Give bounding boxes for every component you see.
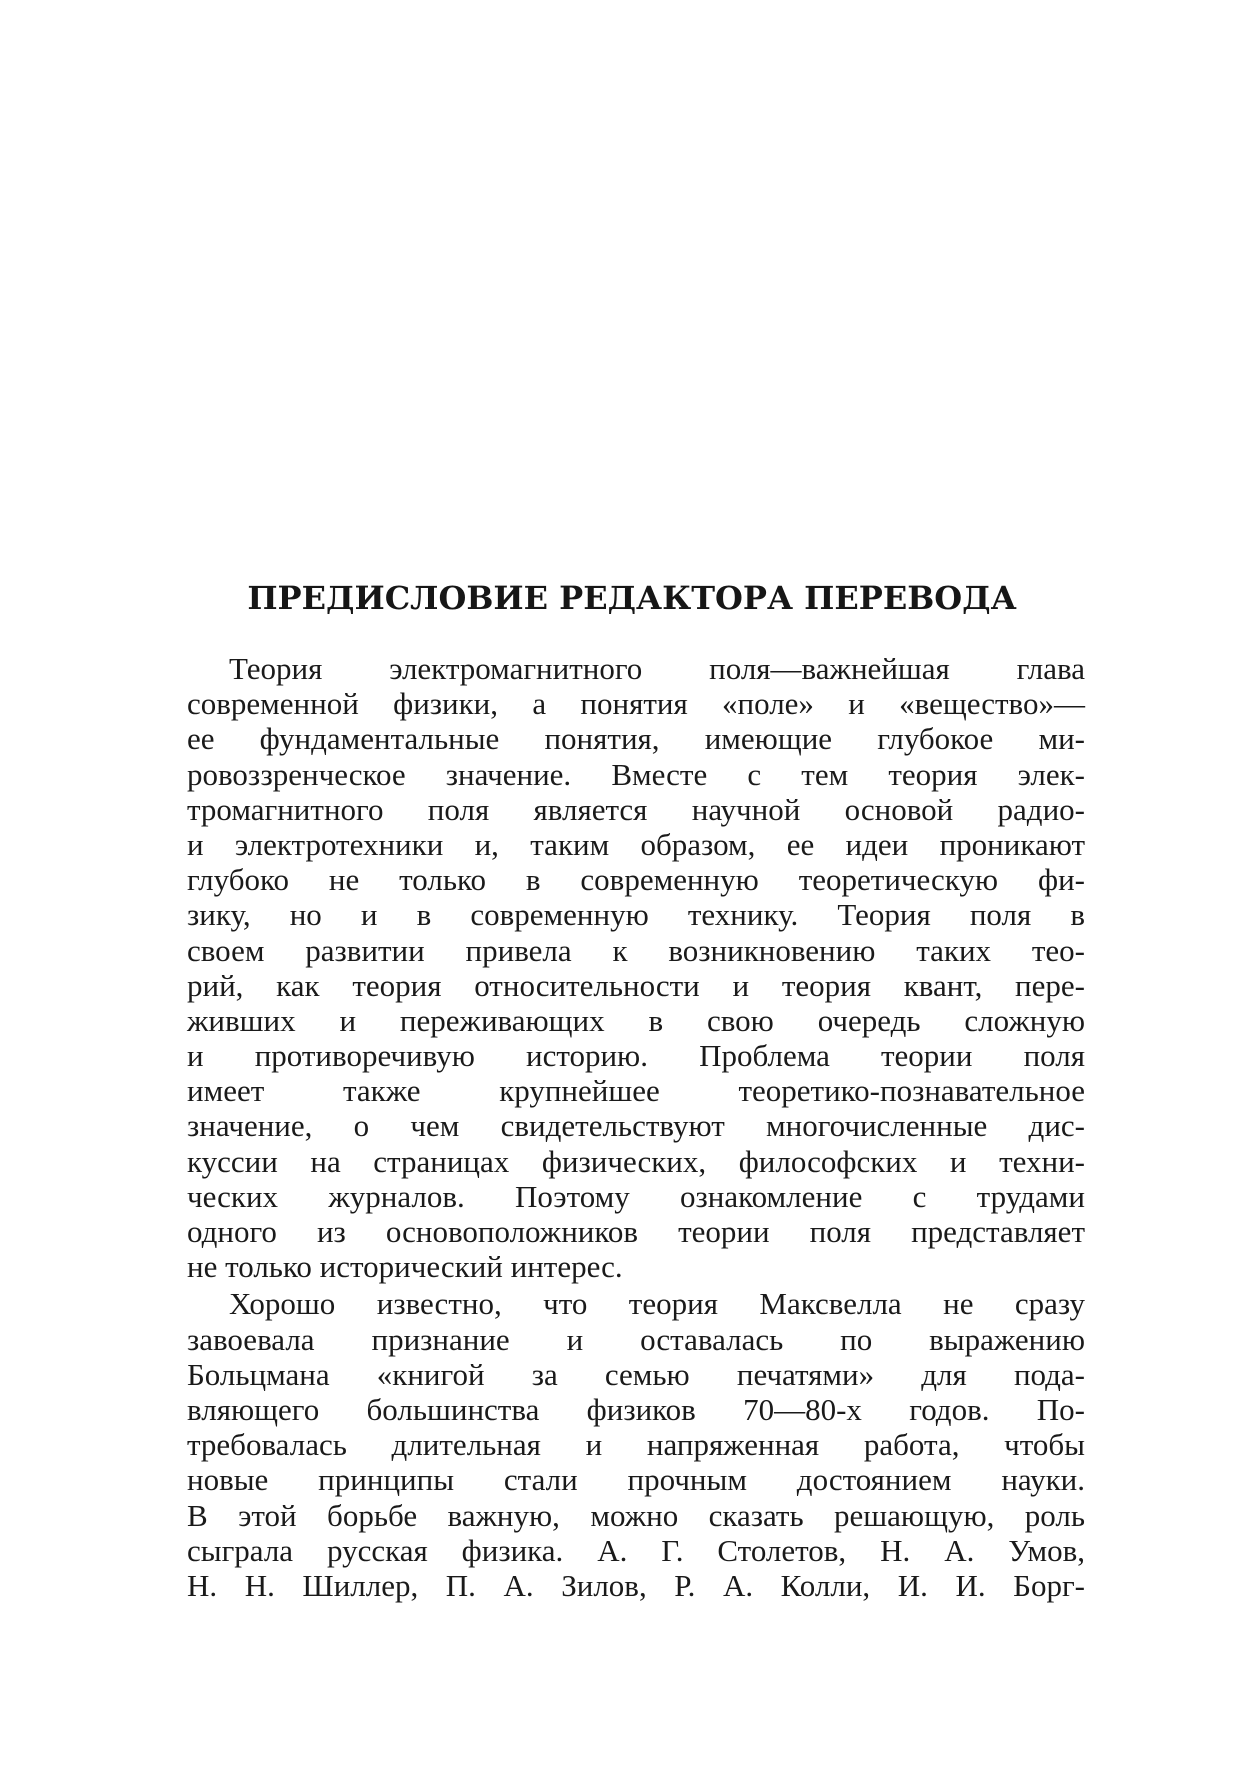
text-line: и противоречивую историю. Проблема теории поля <box>187 1038 1085 1074</box>
text-line: значение, о чем свидетельствуют многочисленные дис- <box>187 1108 1085 1144</box>
text-line: зику, но и в современную технику. Теория поля в <box>187 897 1085 933</box>
text-line: сыграла русская физика. А. Г. Столетов, Н. А. Умов, <box>187 1532 1085 1568</box>
text-line: рий, как теория относительности и теория квант, пере- <box>187 967 1085 1003</box>
text-line: новые принципы стали прочным достоянием науки. <box>187 1462 1085 1498</box>
text-line: Хорошо известно, что теория Максвелла не сразу <box>229 1286 1085 1322</box>
paragraph-2 <box>187 1286 1085 1603</box>
text-line: живших и переживающих в свою очередь сложную <box>187 1002 1085 1038</box>
text-line: ческих журналов. Поэтому ознакомление с трудами <box>187 1178 1085 1214</box>
text-line: и электротехники и, таким образом, ее идеи проникают <box>187 826 1085 862</box>
text-line: одного из основоположников теории поля представляет <box>187 1214 1085 1249</box>
text-line: вляющего большинства физиков 70—80-х годов. По- <box>187 1391 1085 1427</box>
text-line: имеет также крупнейшее теоретико-познавательное <box>187 1073 1085 1109</box>
text-line: своем развитии привела к возникновению таких тео- <box>187 932 1085 968</box>
text-line: требовалась длительная и напряженная работа, чтобы <box>187 1427 1085 1463</box>
text-line: не только исторический интерес. <box>187 1249 623 1285</box>
text-line: современной физики, а понятия «поле» и «вещество»— <box>187 686 1085 722</box>
paragraph-1 <box>187 651 1085 1284</box>
text-line: В этой борьбе важную, можно сказать решающую, роль <box>187 1497 1085 1533</box>
text-line: завоевала признание и оставалась по выражению <box>187 1321 1085 1357</box>
text-line: ее фундаментальные понятия, имеющие глубокое ми- <box>187 721 1085 757</box>
page-title: ПРЕДИСЛОВИЕ РЕДАКТОРА ПЕРЕВОДА <box>247 579 1017 617</box>
text-line: Больцмана «книгой за семью печатями» для пода- <box>187 1356 1085 1392</box>
text-line: Н. Н. Шиллер, П. А. Зилов, Р. А. Колли, И. И. Борг- <box>187 1567 1085 1603</box>
text-line: глубоко не только в современную теоретическую фи- <box>187 862 1085 898</box>
body-text <box>187 651 1085 1603</box>
text-line: ровоззренческое значение. Вместе с тем теория элек- <box>187 756 1085 792</box>
text-line: тромагнитного поля является научной основой радио- <box>187 791 1085 827</box>
text-line: Теория электромагнитного поля—важнейшая глава <box>229 651 1085 686</box>
text-line: куссии на страницах физических, философских и техни- <box>187 1143 1085 1179</box>
